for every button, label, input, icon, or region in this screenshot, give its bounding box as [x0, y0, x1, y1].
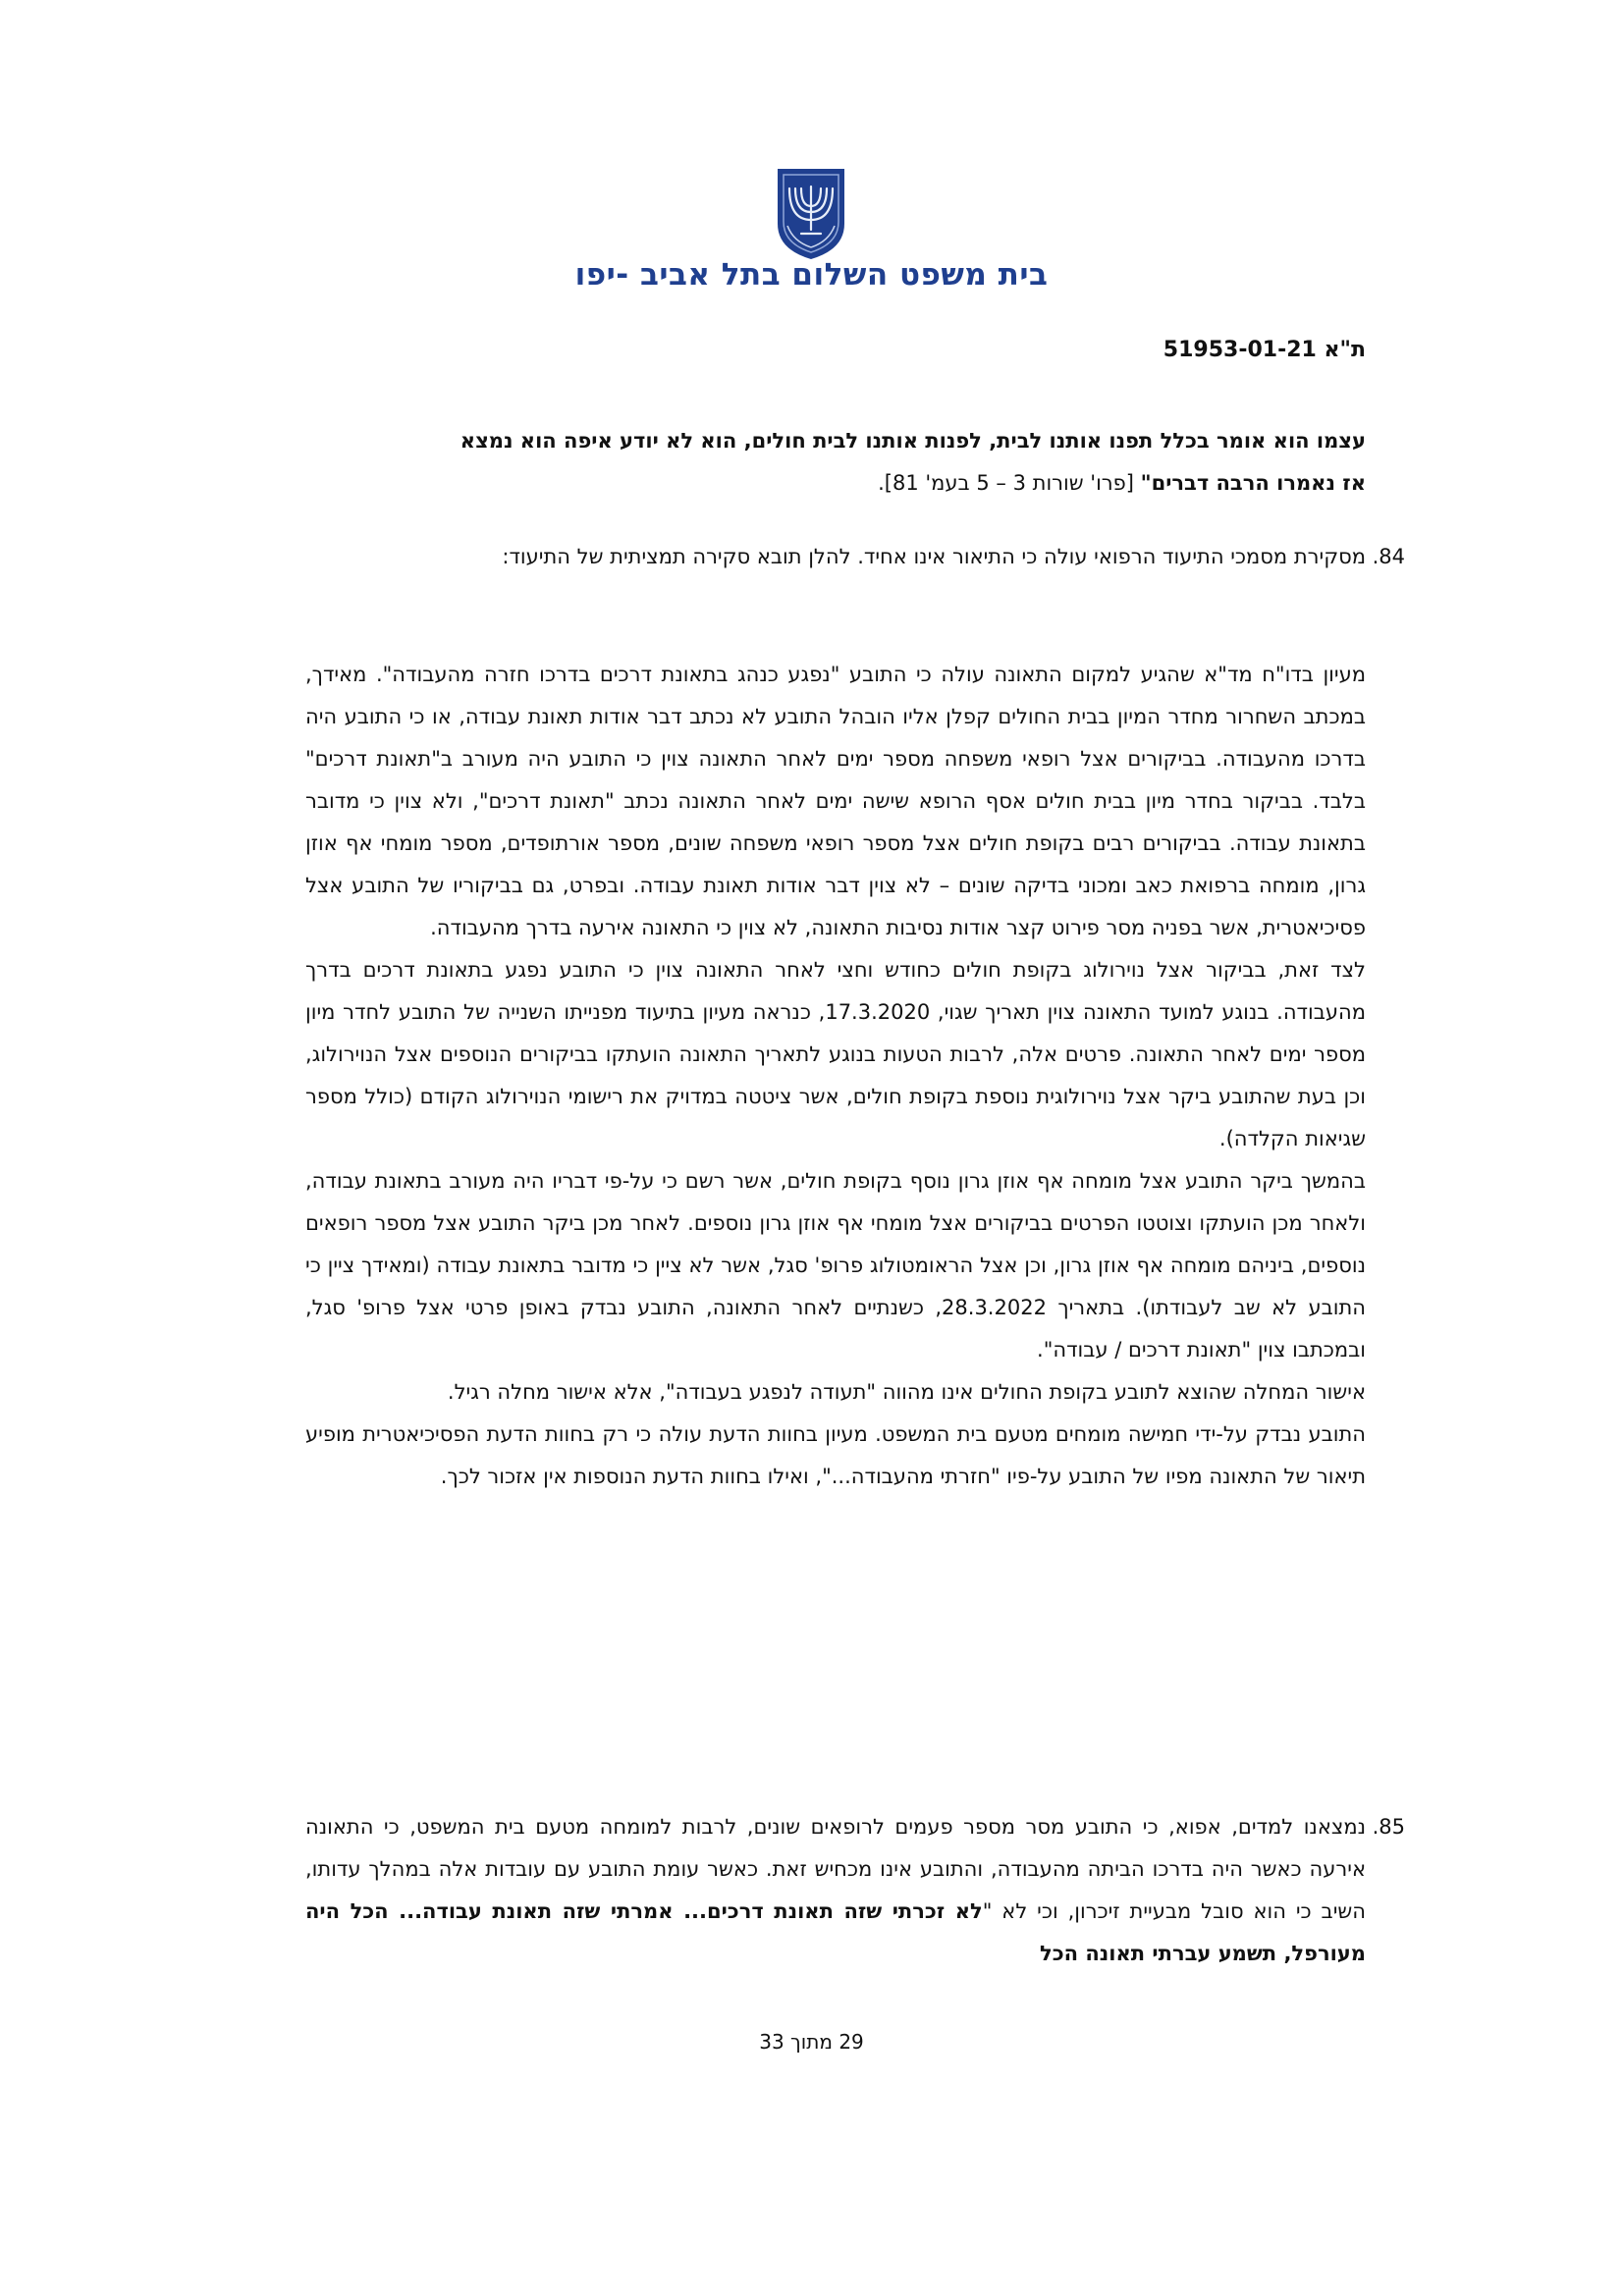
paragraph-text: נמצאנו למדים, אפוא, כי התובע מסר מספר פעמים לרופאים שונים, לרבות למומחה מטעם בית המשפט, כי התאונה אירעה כאשר היה בדרכו הביתה מהעבודה, והתובע אינו מכחיש זאת. כאשר עומת התובע עם עובדות אלה במהלך עדותו, השיב כי הוא סובל מבעיית זיכרון, וכי לא ": [305, 1815, 1366, 1923]
court-name: בית משפט השלום בתל אביב -יפו: [574, 257, 1049, 293]
quote-line-1-bold: עצמו הוא אומר בכלל תפנו אותנו לבית, לפנות אותנו לבית חולים, הוא לא יודע איפה הוא נמצא: [460, 429, 1366, 453]
medical-records-summary: [305, 654, 1366, 1498]
quote-continuation: [305, 420, 1366, 505]
page-number: 29 מתוך 33: [759, 2030, 864, 2054]
summary-block-1: מעיון בדו"ח מד"א שהגיע למקום התאונה עולה כי התובע "נפגע כנהג בתאונת דרכים בדרכו חזרה מהעבודה". מאידך, במכתב השחרור מחדר המיון בבית החולים קפלן אליו הובהל התובע לא נכתב דבר אודות תאונת עבודה, או כי התובע היה בדרכו מהעבודה. בביקורים אצל רופאי משפחה מספר ימים לאחר התאונה צוין כי התובע היה מעורב ב"תאונת דרכים" בלבד. בביקור בחדר מיון בבית חולים אסף הרופא שישה ימים לאחר התאונה נכתב "תאונת דרכים", ולא צוין כי מדובר בתאונת עבודה. בביקורים רבים בקופת חולים אצל מספר רופאי משפחה שונים, מספר אורתופדים, מספר מומחי אף אוזן גרון, מומחה ברפואת כאב ומכוני בדיקה שונים – לא צוין דבר אודות תאונת עבודה. ובפרט, גם בביקוריו של התובע אצל פסיכיאטרית, אשר בפניה מסר פירוט קצר אודות נסיבות התאונה, לא צוין כי התאונה אירעה בדרך מהעבודה.: [305, 663, 1366, 939]
summary-block-5: התובע נבדק על-ידי חמישה מומחים מטעם בית המשפט. מעיון בחוות הדעת עולה כי רק בחוות הדעת הפסיכיאטרית מופיע תיאור של התאונה מפיו של התובע על-פיו "חזרתי מהעבודה...", ואילו בחוות הדעת הנוספות אין אזכור לכך.: [305, 1422, 1366, 1488]
paragraph-85: [305, 1806, 1405, 1975]
paragraph-84: [305, 536, 1405, 578]
quote-citation: [פרו' שורות 3 – 5 בעמ' 81].: [878, 471, 1141, 495]
summary-block-4: אישור המחלה שהוצא לתובע בקופת החולים אינו מהווה "תעודה לנפגע בעבודה", אלא אישור מחלה רגיל.: [447, 1380, 1366, 1404]
paragraph-number: 84.: [1372, 545, 1405, 568]
quote-line-2-bold: אז נאמרו הרבה דברים": [1140, 471, 1366, 495]
summary-block-2: לצד זאת, בביקור אצל נוירולוג בקופת חולים כחודש וחצי לאחר התאונה צוין כי התובע נפגע בתאונת דרכים בדרך מהעבודה. בנוגע למועד התאונה צוין תאריך שגוי, 17.3.2020, כנראה מעיון בתיעוד מפנייתו השנייה של התובע לחדר מיון מספר ימים לאחר התאונה. פרטים אלה, לרבות הטעות בנוגע לתאריך התאונה הועתקו בביקורים הנוספים אצל הנוירולוג, וכן בעת שהתובע ביקר אצל נוירולוגית נוספת בקופת חולים, אשר ציטטה במדויק את רישומי הנוירולוג הקודם (כולל מספר שגיאות הקלדה).: [305, 958, 1366, 1150]
paragraph-bold-quote: לא זכרתי שזה תאונת דרכים... אמרתי שזה תאונת עבודה... הכל היה מעורפל, תשמע עברתי תאונה הכל: [305, 1899, 1366, 1965]
paragraph-text: מסקירת מסמכי התיעוד הרפואי עולה כי התיאור אינו אחיד. להלן תובא סקירה תמציתית של התיעוד:: [502, 545, 1366, 568]
paragraph-number: 85.: [1372, 1815, 1405, 1839]
quote-line-1: [305, 420, 1366, 462]
summary-block-3: בהמשך ביקר התובע אצל מומחה אף אוזן גרון נוסף בקופת חולים, אשר רשם כי על-פי דבריו היה מעורב בתאונת עבודה, ולאחר מכן הועתקו וצוטטו הפרטים בביקורים אצל מומחי אף אוזן גרון נוספים. לאחר מכן ביקר התובע אצל מספר רופאים נוספים, ביניהם מומחה אף אוזן גרון, וכן אצל הראומטולוג פרופ' סגל, אשר לא ציין כי מדובר בתאונת עבודה (ומאידך ציין כי התובע לא שב לעבודתו). בתאריך 28.3.2022, כשנתיים לאחר התאונה, התובע נבדק באופן פרטי אצל פרופ' סגל, ובמכתבו צוין "תאונת דרכים / עבודה".: [305, 1169, 1366, 1362]
state-emblem-menorah-icon: [774, 165, 848, 261]
quote-line-2: [305, 462, 1366, 505]
case-number: ת"א 51953-01-21: [1163, 338, 1366, 362]
